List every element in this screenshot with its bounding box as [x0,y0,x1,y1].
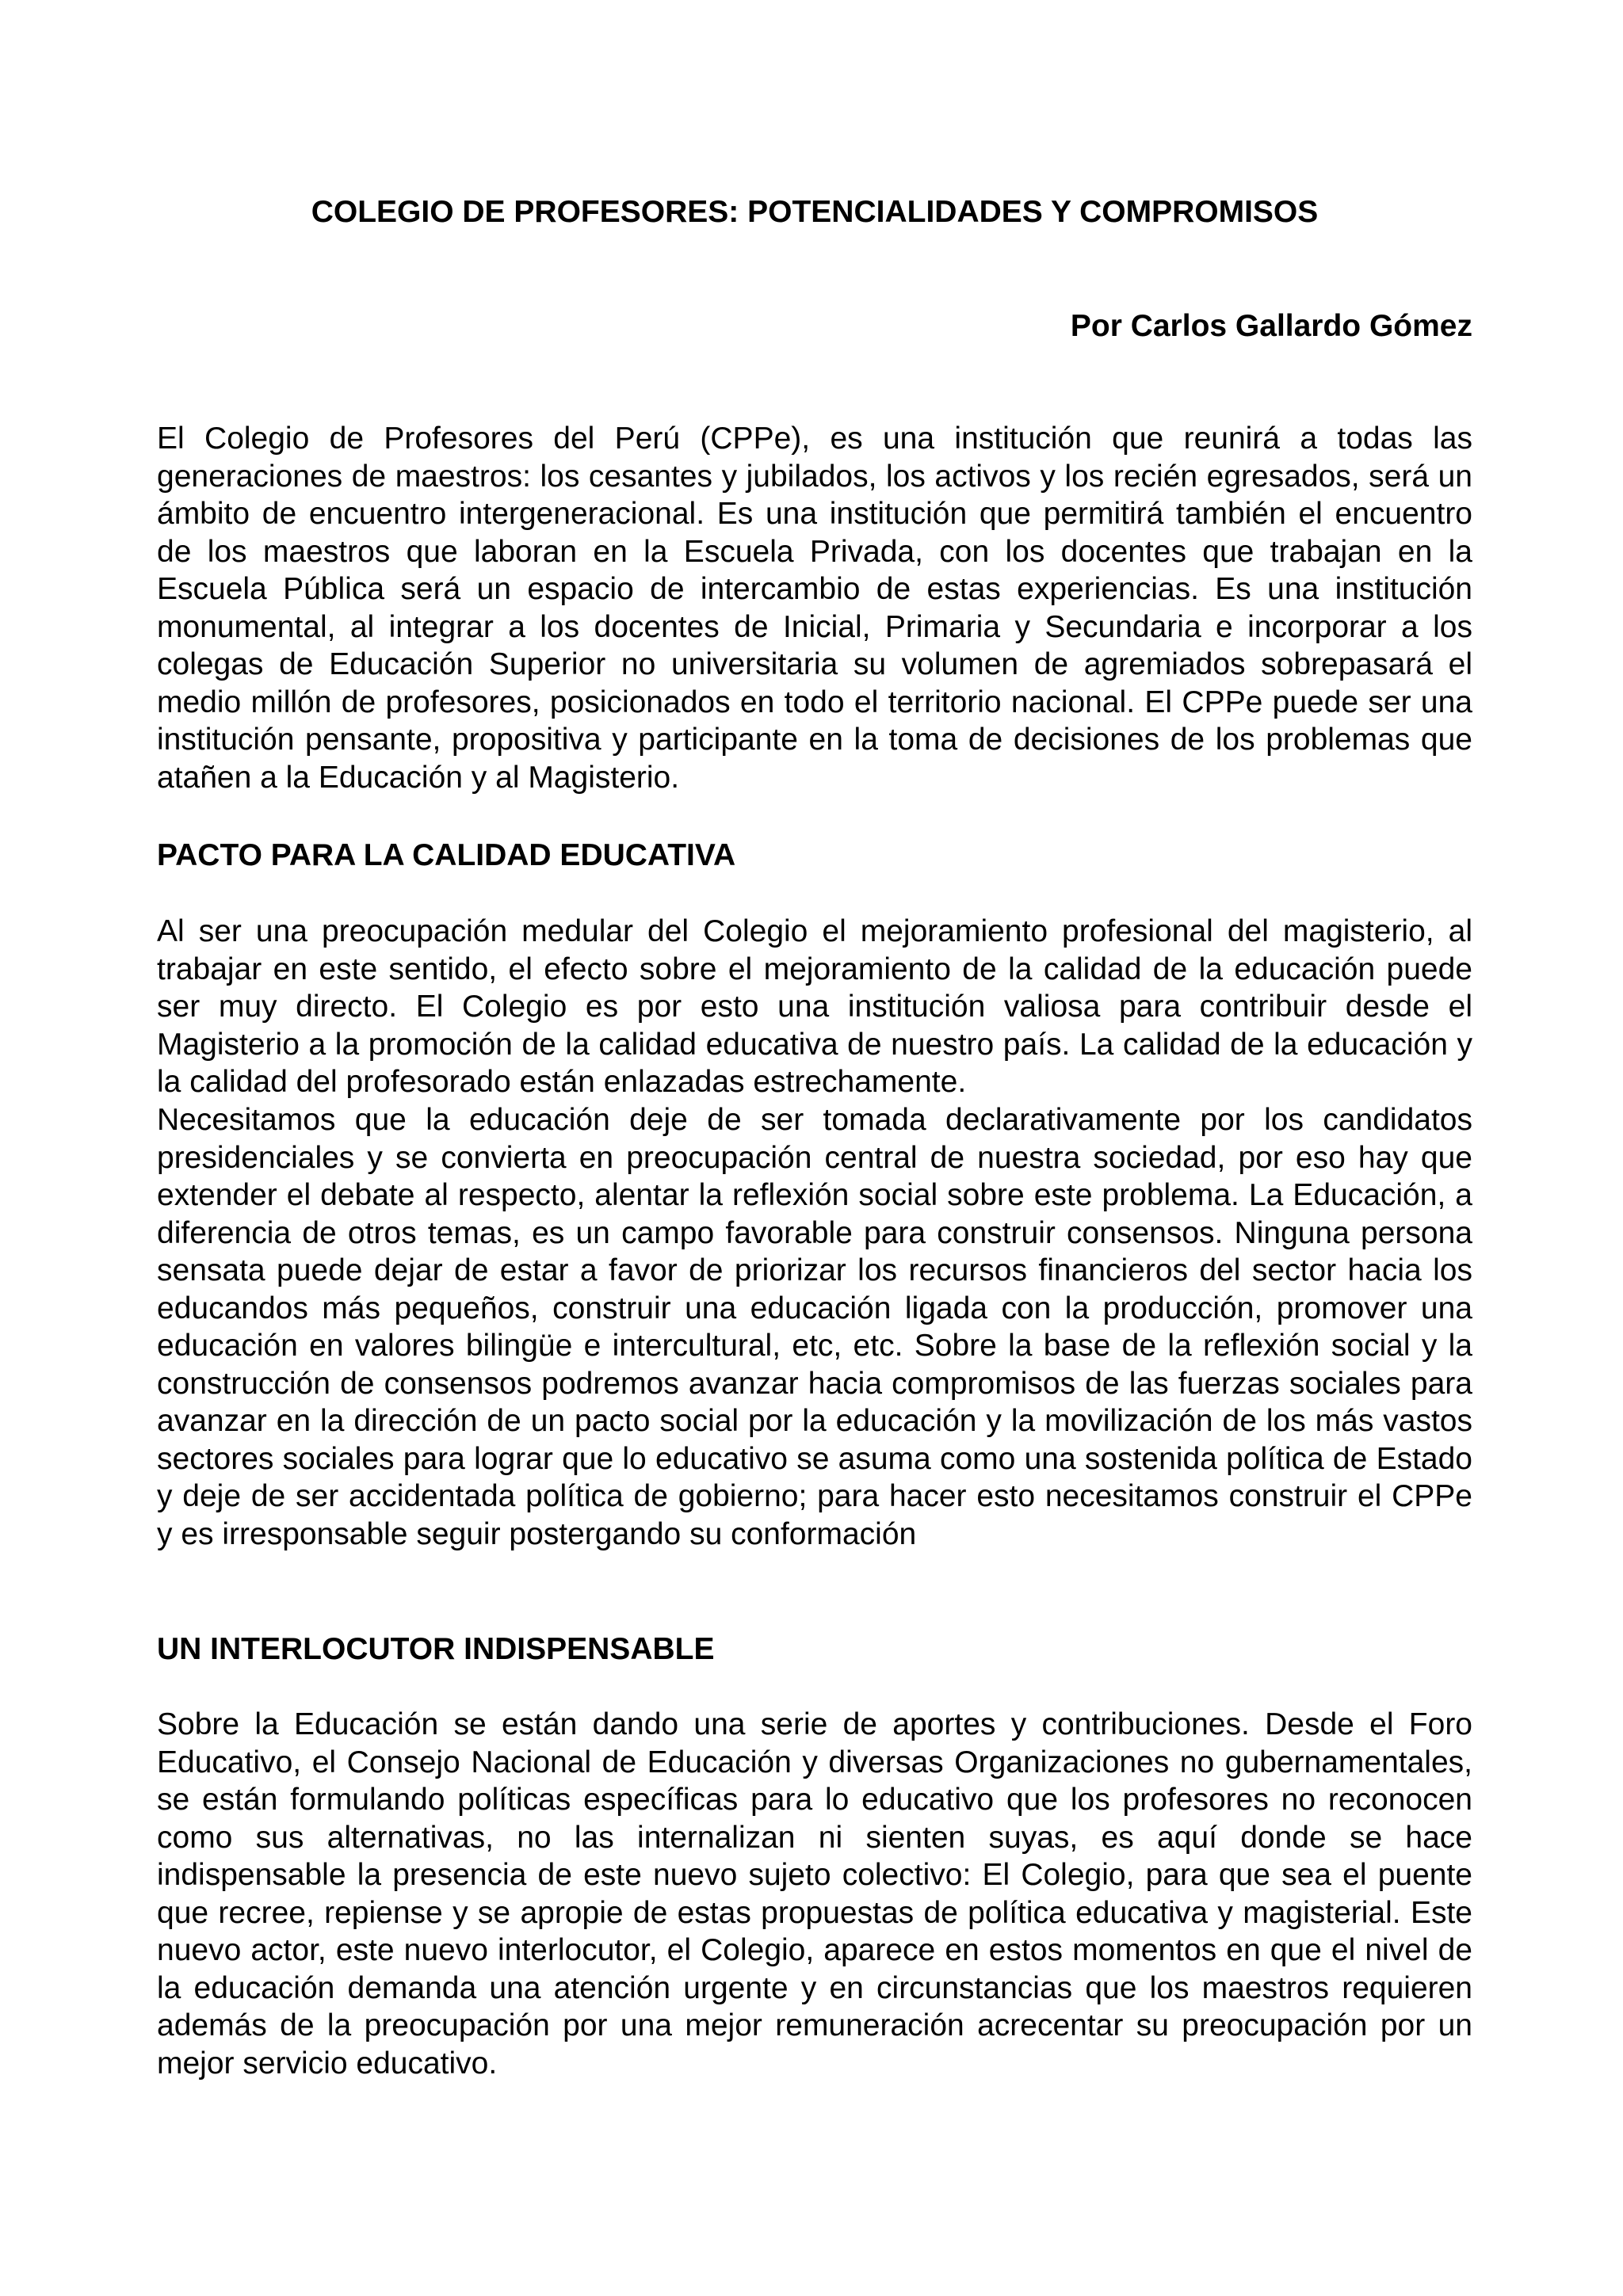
section-heading-interlocutor: UN INTERLOCUTOR INDISPENSABLE [157,1632,715,1666]
document-page [157,0,1472,2296]
section-pacto-paragraph-2: Necesitamos que la educación deje de ser tomada declarativamente por los candidatos presidenciales y se convierta en preocupación central de nuestra sociedad, por eso hay que extender el debate al respecto, alentar la reflexión social sobre este problema. La Educación, a diferencia de otros temas, es un campo favorable para construir consensos. Ninguna persona sensata puede dejar de estar a favor de priorizar los recursos financieros del sector hacia los educandos más pequeños, construir una educación ligada con la producción, promover una educación en valores bilingüe e intercultural, etc, etc. Sobre la base de la reflexión social y la construcción de consensos podremos avanzar hacia compromisos de las fuerzas sociales para avanzar en la dirección de un pacto social por la educación y la movilización de los más vastos sectores sociales para lograr que lo educativo se asuma como una sostenida política de Estado y deje de ser accidentada política de gobierno; para hacer esto necesitamos construir el CPPe y es irresponsable seguir postergando su conformación [157,1103,1472,1551]
document-title: COLEGIO DE PROFESORES: POTENCIALIDADES Y COMPROMISOS [311,195,1319,229]
section-pacto-paragraph-1: Al ser una preocupación medular del Colegio el mejoramiento profesional del magisterio, al trabajar en este sentido, el efecto sobre el mejoramiento de la calidad de la educación puede ser muy directo. El Colegio es por esto una institución valiosa para contribuir desde el Magisterio a la promoción de la calidad educativa de nuestro país. La calidad de la educación y la calidad del profesorado están enlazadas estrechamente. [157,914,1472,1099]
section-interlocutor-paragraph-1: Sobre la Educación se están dando una serie de aportes y contribuciones. Desde el Foro Educativo, el Consejo Nacional de Educación y diversas Organizaciones no gubernamentales, se están formulando políticas específicas para lo educativo que los profesores no reconocen como sus alternativas, no las internalizan ni sienten suyas, es aquí donde se hace indispensable la presencia de este nuevo sujeto colectivo: El Colegio, para que sea el puente que recree, repiense y se apropie de estas propuestas de política educativa y magisterial. Este nuevo actor, este nuevo interlocutor, el Colegio, aparece en estos momentos en que el nivel de la educación demanda una atención urgente y en circunstancias que los maestros requieren además de la preocupación por una mejor remuneración acrecentar su preocupación por un mejor servicio educativo. [157,1707,1472,2081]
document-author: Por Carlos Gallardo Gómez [1070,309,1472,343]
intro-paragraph: El Colegio de Profesores del Perú (CPPe), es una institución que reunirá a todas las generaciones de maestros: los cesantes y jubilados, los activos y los recién egresados, será un ámbito de encuentro intergeneracional. Es una institución que permitirá también el encuentro de los maestros que laboran en la Escuela Privada, con los docentes que trabajan en la Escuela Pública será un espacio de intercambio de estas experiencias. Es una institución monumental, al integrar a los docentes de Inicial, Primaria y Secundaria e incorporar a los colegas de Educación Superior no universitaria su volumen de agremiados sobrepasará el medio millón de profesores, posicionados en todo el territorio nacional. El CPPe puede ser una institución pensante, propositiva y participante en la toma de decisiones de los problemas que atañen a la Educación y al Magisterio. [157,421,1472,795]
section-heading-pacto: PACTO PARA LA CALIDAD EDUCATIVA [157,838,736,872]
